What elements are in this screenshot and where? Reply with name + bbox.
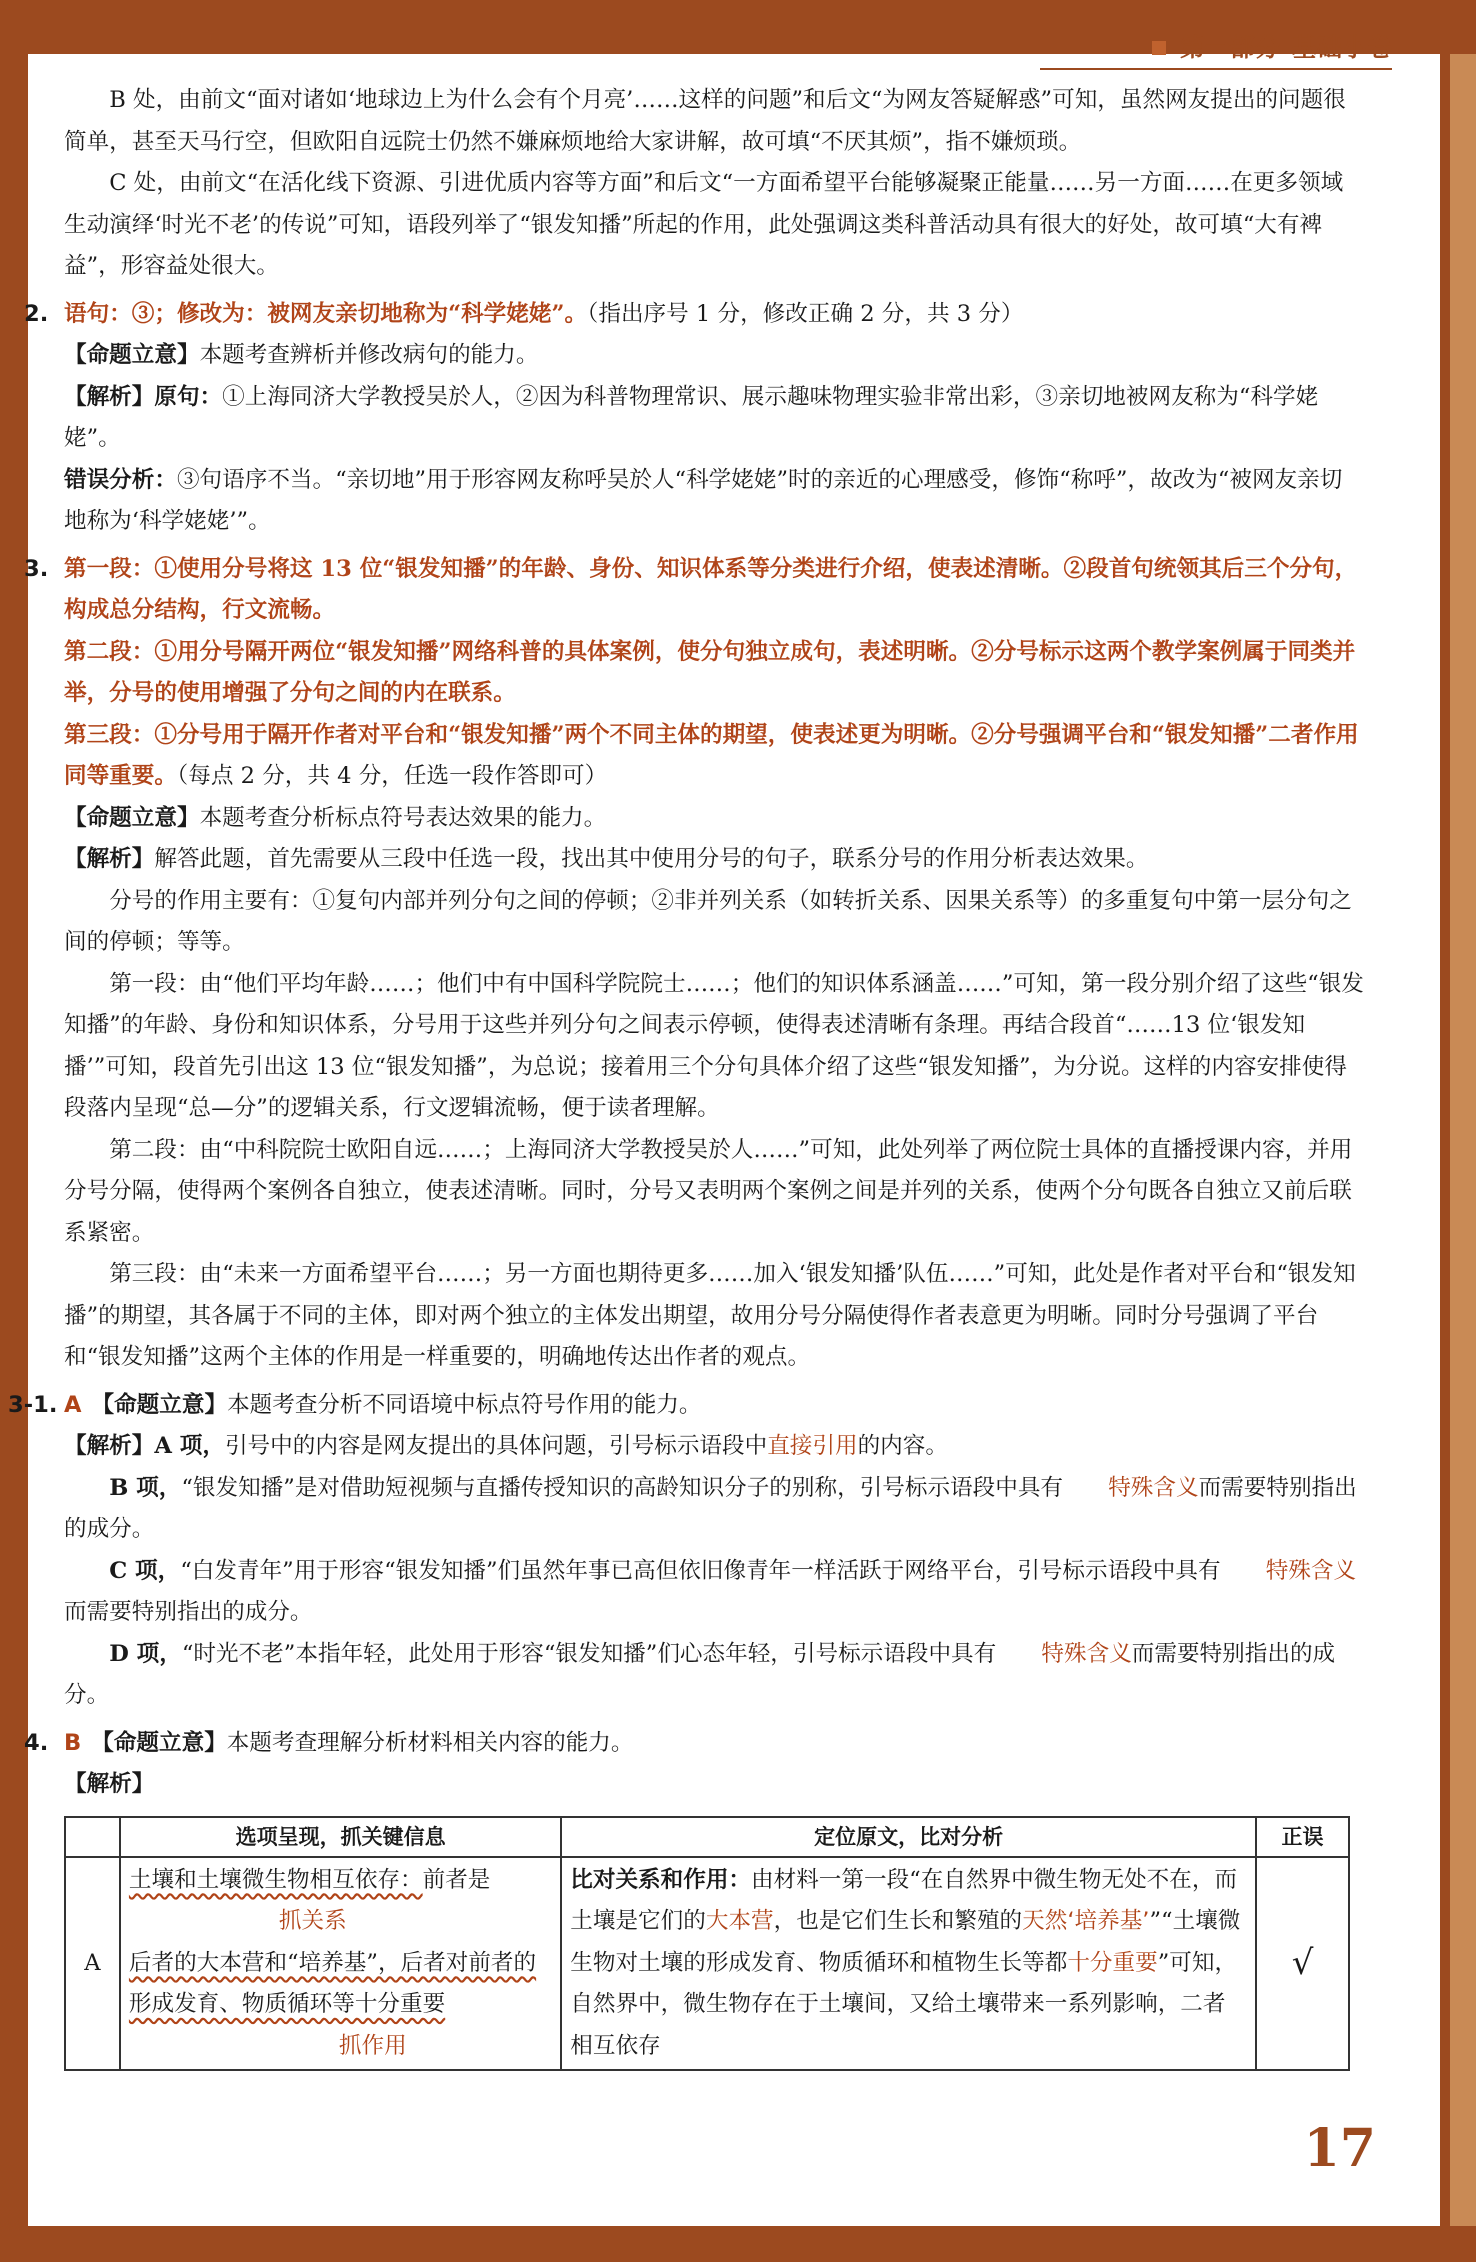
analysis-label: 【解析】: [64, 1433, 155, 1459]
highlight-tag: 十分重要: [1067, 1949, 1158, 1976]
q3-ans3-text: 第三段：①分号用于隔开作者对平台和“银发知播”两个不同主体的期望，使表述更为明晰。②分号强调平台和“银发知播”二者作用同等重要。: [64, 721, 1359, 789]
original-label: 原句：: [154, 383, 223, 410]
q31-header: [8, 1385, 1364, 1427]
q2-original: [64, 377, 1364, 460]
analysis-text: 解答此题，首先需要从三段中任选一段，找出其中使用分号的句子，联系分号的作用分析表达效果。: [154, 846, 1149, 872]
intent-label: 【命题立意】: [64, 342, 200, 368]
q31-c: [64, 1551, 1364, 1634]
intent-text: 本题考查分析标点符号表达效果的能力。: [199, 804, 607, 831]
q3-analysis: [64, 839, 1364, 881]
q4-header: [24, 1723, 1364, 1765]
q3-answer-3: [64, 715, 1364, 798]
key-phrase: 土壤和土壤微生物相互依存：: [128, 1866, 423, 1893]
compare-text: ”可知，自然界中，微生物存在于土壤间，又给土壤带来一系列影响，二者相互依存: [570, 1949, 1238, 2059]
relation-tag: 抓关系: [278, 1908, 347, 1934]
option-label: B 项，: [109, 1474, 182, 1501]
table-header-cell: 定位原文，比对分析: [561, 1817, 1256, 1857]
book-icon: [1144, 34, 1168, 58]
table-header-row: [65, 1817, 1349, 1857]
function-tag: 抓作用: [338, 2032, 407, 2059]
page-number: 17: [1303, 2118, 1376, 2179]
q4-number: 4.: [24, 1729, 49, 1756]
intent-label: 【命题立意】: [91, 1729, 227, 1756]
table-header-cell: 正误: [1256, 1817, 1349, 1857]
analysis-table: [64, 1816, 1350, 2072]
option-text: “白发青年”用于形容“银发知播”们虽然年事已高但依旧像青年一样活跃于网络平台，引号标示语段中具有: [180, 1557, 1221, 1584]
q3-para-2: 第二段：由“中科院院士欧阳自远……；上海同济大学教授吴於人……”可知，此处列举了两位院士具体的直播授课内容，并用分号分隔，使得两个案例各自独立，使表述清晰。同时，分号又表明两个案例之间是并列的关系，使两个分句既各自独立又前后联系紧密。: [64, 1136, 1353, 1246]
b-explain: B 处，由前文“面对诸如‘地球边上为什么会有个月亮’……这样的问题”和后文“为网友答疑解惑”可知，虽然网友提出的问题很简单，甚至天马行空，但欧阳自远院士仍然不嫌麻烦地给大家讲解，故可填“不厌其烦”，指不嫌烦琐。: [64, 87, 1346, 155]
table-header-cell: 选项呈现，抓关键信息: [120, 1817, 561, 1857]
q2-answer-line: [24, 294, 1364, 336]
intent-label: 【命题立意】: [91, 1391, 228, 1418]
option-text: “时光不老”本指年轻，此处用于形容“银发知播”们心态年轻，引号标示语段中具有: [181, 1640, 997, 1667]
key-phrase: 后者的大本营和“培养基”，后者对前者的形成发育、物质循环等十分重要: [128, 1949, 537, 2017]
option-text-end: 而需要特别指出的成分。: [64, 1599, 313, 1625]
intent-text: 本题考查辨析并修改病句的能力。: [199, 342, 539, 368]
table-row: [65, 1857, 1349, 2071]
running-header: [1144, 28, 1392, 64]
option-label: C 项，: [109, 1557, 181, 1584]
q3-ans1-text: 第一段：①使用分号将这 13 位“银发知播”的年龄、身份、知识体系等分类进行介绍，使表述清晰。②段首句统领其后三个分句，构成总分结构，行文流畅。: [64, 555, 1358, 623]
key-text: 前者是: [422, 1866, 491, 1893]
q4-analysis-label: 【解析】: [64, 1771, 155, 1797]
intent-text: 本题考查理解分析材料相关内容的能力。: [226, 1729, 634, 1756]
compare-label: 比对关系和作用：: [570, 1866, 752, 1893]
highlight-tag: 特殊含义: [1041, 1640, 1132, 1667]
error-label: 错误分析：: [64, 466, 177, 493]
q31-number: 3-1.: [8, 1391, 58, 1418]
compare-text: 由材料一第一段“在自然界中微生物无处不在，而土壤是它们的: [570, 1866, 1238, 1934]
q3-para-3: 第三段：由“未来一方面希望平台……；另一方面也期待更多……加入‘银发知播’队伍……”可知，此处是作者对平台和“银发知播”的期望，其各属于不同的主体，即对两个独立的主体发出期望，故用分号分隔使得作者表意更为明晰。同时分号强调了平台和“银发知播”这两个主体的作用是一样重要的，明确地传达出作者的观点。: [64, 1261, 1356, 1370]
option-text-end: 的内容。: [857, 1433, 948, 1459]
analysis-label: 【解析】: [64, 846, 155, 872]
q31-answer: A: [64, 1391, 82, 1418]
q2-error: [64, 460, 1364, 543]
option-label: A 项，: [154, 1433, 225, 1459]
option-text-end: 而需要特别指出的成分。: [64, 1474, 1357, 1542]
option-text-end: 而需要特别指出的成分。: [64, 1640, 1336, 1708]
q3-score-note: （每点 2 分，共 4 分，任选一段作答即可）: [176, 763, 608, 789]
highlight-tag: 特殊含义: [1265, 1557, 1357, 1584]
key-info-cell: [120, 1857, 561, 2071]
highlight-tag: 特殊含义: [1108, 1474, 1199, 1501]
q3-intent: [64, 798, 1364, 840]
q2-intent: [64, 335, 1364, 377]
q3-number: 3.: [24, 555, 49, 582]
header-rule: [1040, 68, 1392, 70]
q31-a: [64, 1426, 1364, 1468]
q3-answer-1: [24, 549, 1364, 632]
header-part: 第一部分: [1179, 33, 1280, 62]
compare-cell: [561, 1857, 1256, 2071]
option-text: “银发知播”是对借助短视频与直播传授知识的高龄知识分子的别称，引号标示语段中具有: [181, 1474, 1064, 1501]
header-section: 基础小卷: [1291, 33, 1392, 62]
q2-score-note: （指出序号 1 分，修改正确 2 分，共 3 分）: [587, 300, 1024, 327]
answer-content: [8, 80, 1364, 2071]
highlight-tag: 天然‘培养基’: [1022, 1908, 1150, 1934]
q2-number: 2.: [24, 300, 49, 327]
q4-answer: B: [64, 1729, 82, 1756]
error-text: ③句语序不当。“亲切地”用于形容网友称呼吴於人“科学姥姥”时的亲近的心理感受，修饰“称呼”，故改为“被网友亲切地称为‘科学姥姥’”。: [64, 466, 1343, 534]
intent-text: 本题考查分析不同语境中标点符号作用的能力。: [227, 1391, 702, 1418]
q31-b: [64, 1468, 1364, 1551]
option-cell: A: [65, 1857, 120, 2071]
verdict-cell: √: [1256, 1857, 1349, 2071]
table-header-cell: [65, 1817, 120, 1857]
q3-answer-2: 第二段：①用分号隔开两位“银发知播”网络科普的具体案例，使分句独立成句，表述明晰。②分号标示这两个教学案例属于同类并举，分号的使用增强了分句之间的内在联系。: [64, 638, 1356, 706]
option-text: 引号中的内容是网友提出的具体问题，引号标示语段中: [224, 1433, 768, 1459]
edge-tab: [1450, 54, 1476, 2226]
compare-text: ，也是它们生长和繁殖的: [773, 1908, 1023, 1934]
q2-answer: 语句：③；修改为：被网友亲切地称为“科学姥姥”。: [64, 300, 588, 327]
original-text: ①上海同济大学教授吴於人，②因为科普物理常识、展示趣味物理实验非常出彩，③亲切地被网友称为“科学姥姥”。: [64, 383, 1319, 451]
intent-label: 【命题立意】: [64, 804, 200, 831]
c-explain: C 处，由前文“在活化线下资源、引进优质内容等方面”和后文“一方面希望平台能够凝聚正能量……另一方面……在更多领域生动演绎‘时光不老’的传说”可知，语段列举了“银发知播”所起的作用，此处强调这类科普活动具有很大的好处，故可填“大有裨益”，形容益处很大。: [64, 170, 1344, 279]
q31-d: [64, 1634, 1364, 1717]
highlight-tag: 大本营: [705, 1908, 774, 1934]
highlight-tag: 直接引用: [767, 1433, 858, 1459]
analysis-label: 【解析】: [64, 383, 155, 410]
option-label: D 项，: [109, 1640, 182, 1667]
compare-text: ”“土壤微生物对土壤的形成发育、物质循环和植物生长等都: [570, 1908, 1241, 1976]
q3-para-1: 第一段：由“他们平均年龄……；他们中有中国科学院院士……；他们的知识体系涵盖……”可知，第一段分别介绍了这些“银发知播”的年龄、身份和知识体系，分号用于这些并列分句之间表示停顿，使得表述清晰有条理。再结合段首“……13 位‘银发知播’”可知，段首先引出这 13 位“银发知播”，为总说；接着用三个分句具体介绍了这些“银发知播”，为分说。这样的内容安排使得段落内呈现“总—分”的逻辑关系，行文逻辑流畅，便于读者理解。: [64, 970, 1364, 1121]
q3-semicolon-use: 分号的作用主要有：①复句内部并列分句之间的停顿；②非并列关系（如转折关系、因果关系等）的多重复句中第一层分句之间的停顿；等等。: [64, 887, 1352, 955]
